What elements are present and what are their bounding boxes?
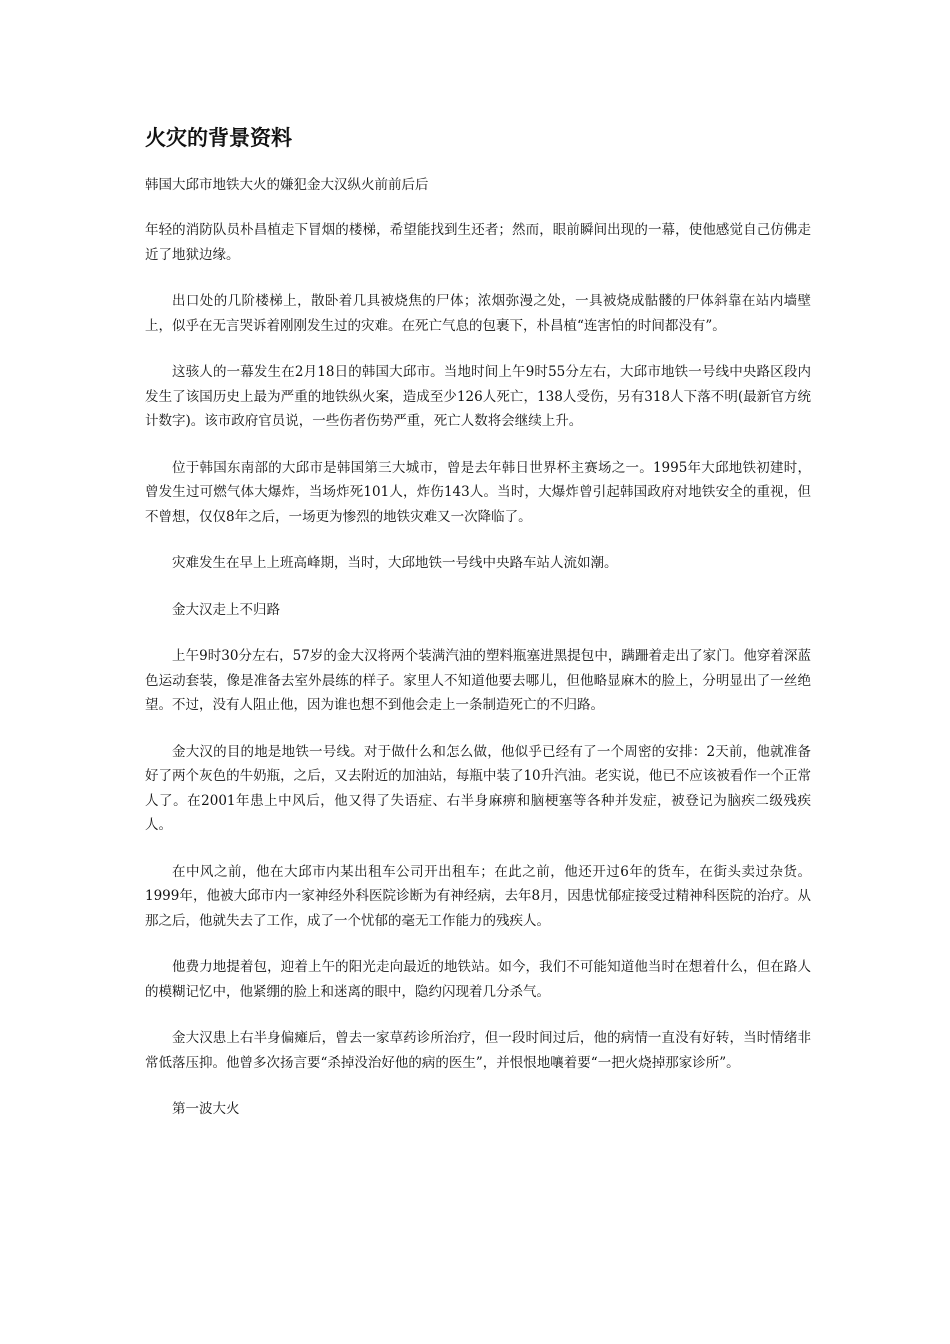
document-title: 火灾的背景资料 bbox=[145, 126, 292, 150]
document-body bbox=[145, 218, 811, 1144]
paragraph-8: 在中风之前，他在大邱市内某出租车公司开出租车；在此之前，他还开过6年的货车，在街头卖过杂货。1999年，他被大邱市内一家神经外科医院诊断为有神经病，去年8月，因患忧郁症接受过精神科医院的治疗。从那之后，他就失去了工作，成了一个忧郁的毫无工作能力的残疾人。 bbox=[145, 863, 811, 929]
document-subtitle: 韩国大邱市地铁大火的嫌犯金大汉纵火前前后后 bbox=[145, 177, 429, 193]
paragraph-6: 上午9时30分左右，57岁的金大汉将两个装满汽油的塑料瓶塞进黑提包中，蹒跚着走出了家门。他穿着深蓝色运动套装，像是准备去室外晨练的样子。家里人不知道他要去哪儿，但他略显麻木的脸上，分明显出了一丝绝望。不过，没有人阻止他，因为谁也想不到他会走上一条制造死亡的不归路。 bbox=[145, 648, 811, 713]
paragraph-4: 位于韩国东南部的大邱市是韩国第三大城市，曾是去年韩日世界杯主赛场之一。1995年大邱地铁初建时，曾发生过可燃气体大爆炸，当场炸死101人，炸伤143人。当时，大爆炸曾引起韩国政府对地铁安全的重视，但不曾想，仅仅8年之后，一场更为惨烈的地铁灾难又一次降临了。 bbox=[145, 459, 811, 525]
paragraph-9: 他费力地提着包，迎着上午的阳光走向最近的地铁站。如今，我们不可能知道他当时在想着什么，但在路人的模糊记忆中，他紧绷的脸上和迷离的眼中，隐约闪现着几分杀气。 bbox=[145, 959, 811, 1000]
paragraph-2: 出口处的几阶楼梯上，散卧着几具被烧焦的尸体；浓烟弥漫之处，一具被烧成骷髅的尸体斜靠在站内墙壁上，似乎在无言哭诉着刚刚发生过的灾难。在死亡气息的包裹下，朴昌植“连害怕的时间都没有”。 bbox=[145, 293, 811, 334]
paragraph-10: 金大汉患上右半身偏瘫后，曾去一家草药诊所治疗，但一段时间过后，他的病情一直没有好转，当时情绪非常低落压抑。他曾多次扬言要“杀掉没治好他的病的医生”，并恨恨地嚷着要“一把火烧掉那家诊所”。 bbox=[145, 1030, 811, 1071]
section-heading-1: 金大汉走上不归路 bbox=[172, 601, 280, 618]
paragraph-5: 灾难发生在早上上班高峰期，当时，大邱地铁一号线中央路车站人流如潮。 bbox=[172, 555, 618, 571]
paragraph-1: 年轻的消防队员朴昌植走下冒烟的楼梯，希望能找到生还者；然而，眼前瞬间出现的一幕，使他感觉自己仿佛走近了地狱边缘。 bbox=[145, 222, 811, 263]
section-heading-2: 第一波大火 bbox=[172, 1101, 240, 1117]
paragraph-3: 这骇人的一幕发生在2月18日的韩国大邱市。当地时间上午9时55分左右，大邱市地铁一号线中央路区段内发生了该国历史上最为严重的地铁纵火案，造成至少126人死亡，138人受伤，另有318人下落不明(最新官方统计数字)。该市政府官员说，一些伤者伤势严重，死亡人数将会继续上升。 bbox=[145, 364, 811, 429]
paragraph-7: 金大汉的目的地是地铁一号线。对于做什么和怎么做，他似乎已经有了一个周密的安排：2天前，他就准备好了两个灰色的牛奶瓶，之后，又去附近的加油站，每瓶中装了10升汽油。老实说，他已不应该被看作一个正常人了。在2001年患上中风后，他又得了失语症、右半身麻痹和脑梗塞等各种并发症，被登记为脑疾二级残疾人。 bbox=[145, 743, 811, 833]
